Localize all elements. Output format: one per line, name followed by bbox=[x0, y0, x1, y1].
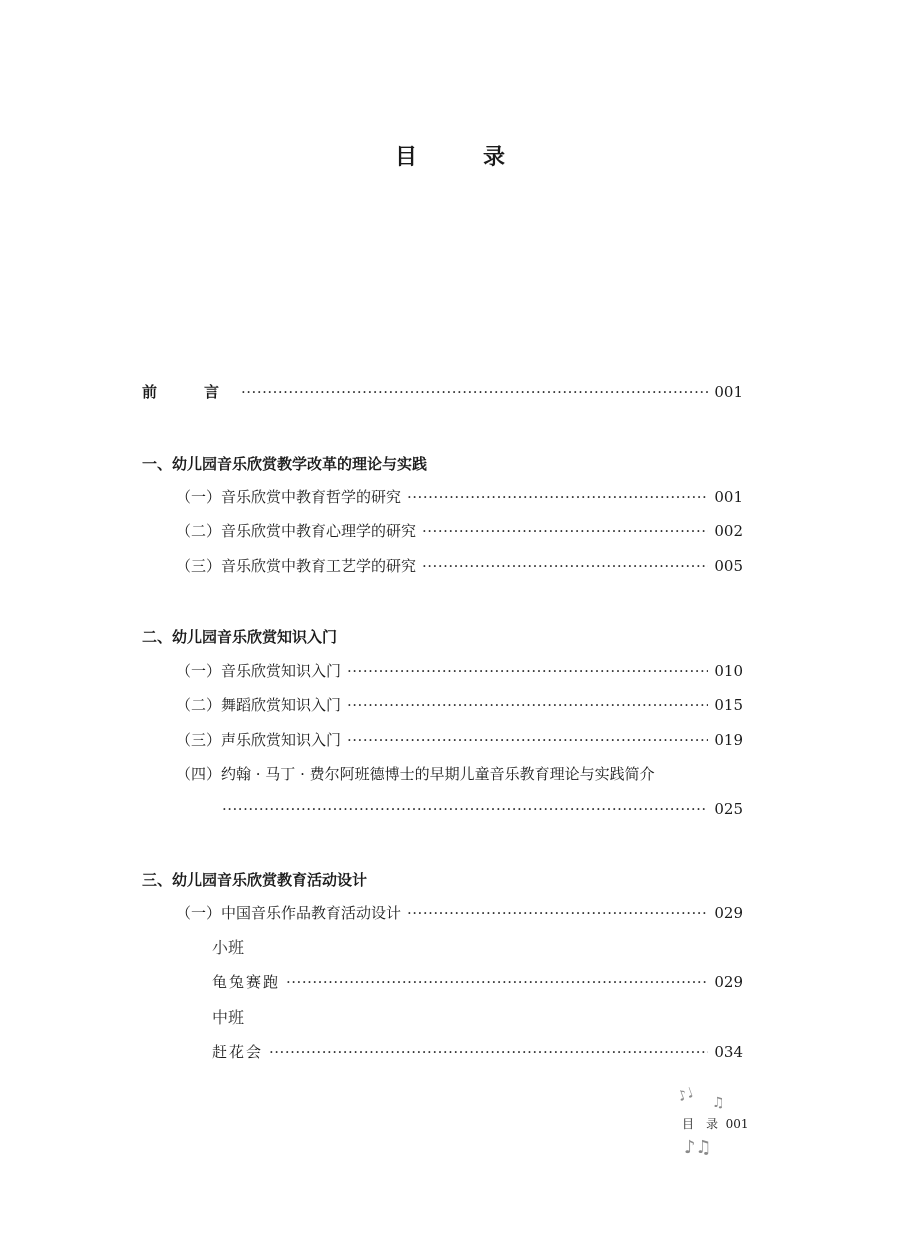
page-footer bbox=[676, 1085, 756, 1170]
leader-dots bbox=[241, 378, 708, 406]
music-notes-icon: ♪♫ bbox=[684, 1137, 712, 1158]
toc-entry[interactable] bbox=[212, 1038, 743, 1066]
toc-entry-label: 赶花会 bbox=[212, 1043, 264, 1061]
toc-entry-label-long[interactable]: （四）约翰 · 马丁 · 费尔阿班德博士的早期儿童音乐教育理论与实践简介 bbox=[176, 765, 655, 783]
toc-entry-label: 前 言 bbox=[142, 383, 236, 401]
toc-entry[interactable] bbox=[176, 657, 743, 685]
footer-page-number: 001 bbox=[725, 1117, 749, 1131]
toc-entry-label: （三）音乐欣赏中教育工艺学的研究 bbox=[176, 557, 417, 575]
leader-dots bbox=[347, 657, 708, 685]
toc-entry-page: 001 bbox=[714, 383, 743, 401]
leader-dots bbox=[347, 691, 708, 719]
leader-dots bbox=[286, 968, 708, 996]
toc-entry-label: （二）音乐欣赏中教育心理学的研究 bbox=[176, 522, 417, 540]
toc-entry-label: （二）舞蹈欣赏知识入门 bbox=[176, 696, 342, 714]
music-notes-icon: ♪♩ bbox=[675, 1084, 696, 1106]
toc-entry-page: 005 bbox=[714, 557, 743, 575]
leader-dots bbox=[269, 1038, 708, 1066]
toc-entry-page: 019 bbox=[714, 731, 743, 749]
class-level-label: 小班 bbox=[212, 938, 245, 957]
class-level-label: 中班 bbox=[212, 1008, 245, 1027]
footer-label: 目 录 bbox=[682, 1117, 719, 1131]
chapter-heading-2[interactable]: 二、幼儿园音乐欣赏知识入门 bbox=[142, 628, 338, 646]
chapter-heading-1[interactable]: 一、幼儿园音乐欣赏教学改革的理论与实践 bbox=[142, 455, 428, 473]
toc-entry-page: 029 bbox=[714, 904, 743, 922]
leader-dots bbox=[347, 726, 708, 754]
toc-entry-page: 034 bbox=[714, 1043, 743, 1061]
toc-entry-page: 015 bbox=[714, 696, 743, 714]
toc-entry-label: （一）中国音乐作品教育活动设计 bbox=[176, 904, 402, 922]
toc-entry-label: （三）声乐欣赏知识入门 bbox=[176, 731, 342, 749]
toc-entry[interactable] bbox=[176, 726, 743, 754]
leader-dots bbox=[222, 795, 708, 823]
toc-entry-label: （一）音乐欣赏知识入门 bbox=[176, 662, 342, 680]
leader-dots bbox=[422, 517, 708, 545]
toc-entry-page: 025 bbox=[714, 800, 743, 818]
chapter-heading-3[interactable]: 三、幼儿园音乐欣赏教育活动设计 bbox=[142, 871, 368, 889]
toc-entry-page: 029 bbox=[714, 973, 743, 991]
leader-dots bbox=[422, 552, 708, 580]
leader-dots bbox=[407, 483, 708, 511]
toc-entry-label: 龟兔赛跑 bbox=[212, 973, 281, 991]
toc-entry[interactable] bbox=[176, 483, 743, 511]
footer-running-title bbox=[682, 1115, 749, 1132]
toc-entry-preface[interactable] bbox=[142, 378, 743, 406]
leader-dots bbox=[407, 899, 708, 927]
toc-entry[interactable] bbox=[212, 968, 743, 996]
toc-entry[interactable] bbox=[176, 517, 743, 545]
toc-entry-page: 010 bbox=[714, 662, 743, 680]
toc-entry-label: （一）音乐欣赏中教育哲学的研究 bbox=[176, 488, 402, 506]
toc-entry[interactable] bbox=[176, 552, 743, 580]
toc-entry-page: 001 bbox=[714, 488, 743, 506]
toc-entry[interactable] bbox=[176, 691, 743, 719]
toc-entry-page: 002 bbox=[714, 522, 743, 540]
toc-entry-continuation[interactable] bbox=[222, 795, 743, 823]
toc-entry[interactable] bbox=[176, 899, 743, 927]
music-notes-icon: ♫ bbox=[712, 1095, 725, 1111]
page-title: 目 录 bbox=[394, 145, 527, 170]
